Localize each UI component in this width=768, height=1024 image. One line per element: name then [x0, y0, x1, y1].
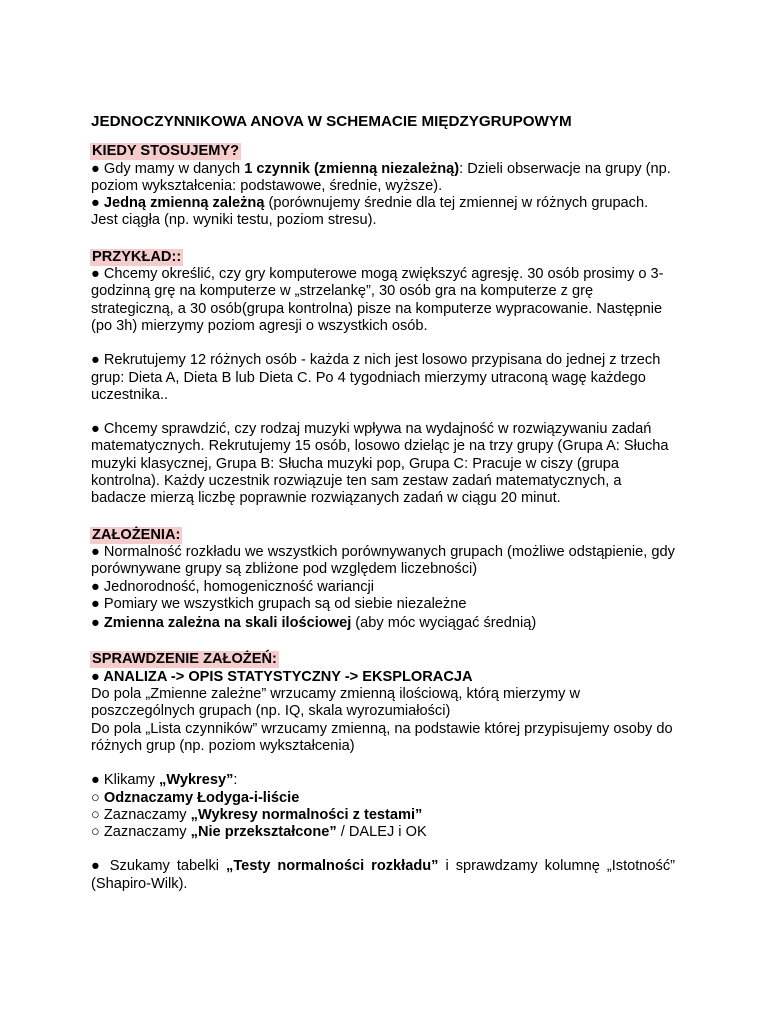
menu-path: ● ANALIZA -> OPIS STATYSTYCZNY -> EKSPLORACJA — [91, 668, 473, 685]
example-2: ● Rekrutujemy 12 różnych osób - każda z nich jest losowo przypisana do jednej z trzech grup: Dieta A, Dieta B lub Dieta C. Po 4 tygodniach mierzymy utraconą wagę każdego uczestnika.. — [91, 352, 661, 403]
highlighted-heading: KIEDY STOSUJEMY? — [92, 143, 240, 160]
bold-text: ● Jedną zmienną zależną — [91, 195, 265, 212]
assumption-1: ● Normalność rozkładu we wszystkich porównywanych grupach (możliwe odstąpienie, gdy porównywane grupy są zbliżone pod względem liczebności) — [91, 543, 675, 578]
kiedy-bullet-1: ● Gdy mamy w danych 1 czynnik (zmienną niezależną): Dzieli obserwacje na grupy (np. poziom wykształcenia: podstawowe, średnie, wyższe). — [91, 160, 671, 194]
example-3: ● Chcemy sprawdzić, czy rodzaj muzyki wpływa na wydajność w rozwiązywaniu zadań matematycznych. Rekrutujemy 15 osób, losowo dzieląc je na trzy grupy (Grupa A: Słucha muzyki klasycznej, Grupa B: Słucha muzyki pop, Grupa C: Pracuje w ciszy (grupa kontrolna). Każdy uczestnik rozwiązuje ten sam zestaw zadań matematycznych, a badacze mierzą liczbę poprawnie rozwiązanych zadań w ciągu 20 minut. — [91, 421, 669, 507]
section-heading-przyklad — [91, 249, 675, 266]
instruction-dependent: Do pola „Zmienne zależne” wrzucamy zmienną ilościową, którą mierzymy w poszczególnych grupach (np. IQ, skala wyrozumiałości) — [91, 686, 581, 720]
assumption-3: ● Pomiary we wszystkich grupach są od siebie niezależne — [91, 595, 467, 612]
kiedy-bullet-2: ● Jedną zmienną zależną (porównujemy średnie dla tej zmiennej w różnych grupach. Jest ciągła (np. wyniki testu, poziom stresu). — [91, 195, 649, 229]
section-heading-sprawdzenie — [91, 651, 675, 668]
bold-text: ● Zmienna zależna na skali ilościowej — [91, 615, 352, 632]
bold-text: 1 czynnik (zmienną niezależną) — [244, 160, 460, 177]
assumption-2: ● Jednorodność, homogeniczność wariancji — [91, 578, 375, 595]
step-check-normality-plots: ○ Zaznaczamy „Wykresy normalności z testami” — [91, 806, 423, 823]
instruction-factor: Do pola „Lista czynników” wrzucamy zmienną, na podstawie której przypisujemy osoby do różnych grup (np. poziom wykształcenia) — [91, 720, 673, 754]
section-heading-zalozenia — [91, 527, 675, 544]
document-title: JEDNOCZYNNIKOWA ANOVA W SCHEMACIE MIĘDZYGRUPOWYM — [91, 113, 572, 130]
step-find-normality-table: ● Szukamy tabelki „Testy normalności rozkładu” i sprawdzamy kolumnę „Istotność” (Shapiro-Wilk). — [91, 858, 675, 892]
document-body — [91, 113, 675, 893]
highlighted-heading: ZAŁOŻENIA: — [92, 526, 181, 543]
step-check-untransformed: ○ Zaznaczamy „Nie przekształcone” / DALEJ i OK — [91, 824, 427, 841]
highlighted-heading: PRZYKŁAD:: — [92, 248, 182, 265]
section-heading-kiedy — [91, 143, 675, 160]
assumption-4: ● Zmienna zależna na skali ilościowej (aby móc wyciągać średnią) — [91, 615, 537, 632]
step-uncheck-stem-leaf: ○ Odznaczamy Łodyga-i-liście — [91, 789, 300, 806]
example-1: ● Chcemy określić, czy gry komputerowe mogą zwiększyć agresję. 30 osób prosimy o 3-godzinną grę na komputerze w „strzelankę”, 30 osób gra na komputerze z grę strategiczną, a 30 osób(grupa kontrolna) pisze na komputerze wypracowanie. Następnie (po 3h) mierzymy poziom agresji o wszystkich osób. — [91, 266, 664, 334]
highlighted-heading: SPRAWDZENIE ZAŁOŻEŃ: — [92, 651, 277, 668]
step-click-plots: ● Klikamy „Wykresy”: — [91, 772, 238, 789]
